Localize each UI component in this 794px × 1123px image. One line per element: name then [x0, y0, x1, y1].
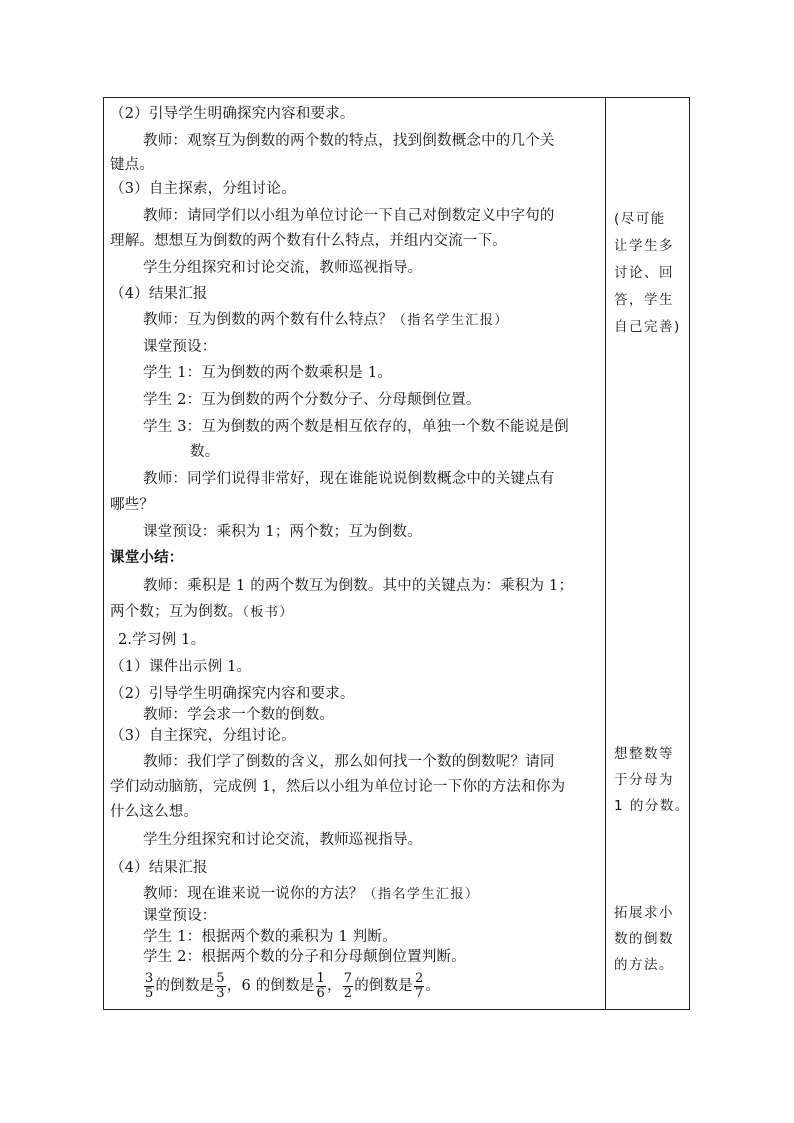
side-note: 让学生多	[614, 238, 674, 254]
text-line: 课堂预设：	[143, 908, 217, 924]
text-line: 教师：乘积是 1 的两个数互为倒数。其中的关键点为：乘积为 1；	[143, 578, 574, 594]
text-line: 教师：现在谁来说一说你的方法？（指名学生汇报）	[143, 886, 480, 902]
text-line: 什么这么想。	[110, 804, 199, 820]
step-4-heading: （4）结果汇报	[110, 286, 208, 302]
text-line: 学生 3：互为倒数的两个数是相互依存的，单独一个数不能说是倒	[143, 419, 569, 435]
fraction: $\frac{2}{7}$	[415, 970, 424, 1001]
text-line: 键点。	[110, 157, 155, 173]
text-line: （1）课件出示例 1。	[110, 659, 252, 675]
fraction: $\frac{3}{5}$	[145, 970, 154, 1001]
step-3-heading: （3）自主探索，分组讨论。	[110, 181, 296, 197]
text-line: 教师：学会求一个数的倒数。	[143, 707, 335, 723]
side-note: 拓展求小	[614, 905, 674, 921]
text-line: 教师：互为倒数的两个数有什么特点？（指名学生汇报）	[143, 312, 509, 328]
side-note: 于分母为	[614, 772, 674, 788]
text-line: 学生 2：根据两个数的分子和分母颠倒位置判断。	[143, 949, 466, 965]
side-note: 1 的分数。	[614, 798, 690, 814]
example-heading: 2.学习例 1。	[118, 632, 206, 648]
text-line: 学生分组探究和讨论交流，教师巡视指导。	[143, 832, 423, 848]
side-note: 答，学生	[614, 292, 674, 308]
column-divider	[605, 97, 606, 1010]
fraction-examples-line: $\frac{3}{5}$ 的倒数是 $\frac{5}{3}$ ，6 的倒数是 $\frac{1}{6}$ ， $\frac{7}{2}$ 的倒数是 $\frac{2}{7}$ 。	[145, 970, 441, 1001]
text-line: 教师：同学们说得非常好，现在谁能说说倒数概念中的关键点有	[143, 471, 555, 487]
text-line: （3）自主探究，分组讨论。	[110, 728, 296, 744]
step-2-heading: （2）引导学生明确探究内容和要求。	[110, 106, 355, 122]
text-line: 学生 1：互为倒数的两个数乘积是 1。	[143, 365, 392, 381]
text-line: 两个数；互为倒数。（板书）	[110, 604, 294, 620]
side-note: 数的倒数	[614, 931, 674, 947]
text-line: 学生分组探究和讨论交流，教师巡视指导。	[143, 260, 423, 276]
text-line: 课堂预设：	[143, 339, 217, 355]
text-line: 理解。想想互为倒数的两个数有什么特点，并组内交流一下。	[110, 233, 507, 249]
side-note: 的方法。	[614, 957, 674, 973]
text-line: 教师：请同学们以小组为单位讨论一下自己对倒数定义中字句的	[143, 208, 555, 224]
fraction: $\frac{1}{6}$	[316, 970, 325, 1001]
side-note: 讨论、回	[614, 265, 674, 281]
text-line: 教师：我们学了倒数的含义，那么如何找一个数的倒数呢？请同	[143, 754, 555, 770]
text-line: 哪些？	[110, 497, 155, 513]
side-note: (尽可能	[614, 211, 666, 227]
text-line: 学生 2：互为倒数的两个分数分子、分母颠倒位置。	[143, 392, 481, 408]
text-line: 学们动动脑筋，完成例 1，然后以小组为单位讨论一下你的方法和你为	[110, 779, 566, 795]
text-line: 学生 1：根据两个数的乘积为 1 判断。	[143, 929, 397, 945]
lesson-summary-heading: 课堂小结：	[110, 549, 184, 566]
text-line: 教师：观察互为倒数的两个数的特点，找到倒数概念中的几个关	[143, 133, 555, 149]
text-line: （2）引导学生明确探究内容和要求。	[110, 686, 355, 702]
text-line: 数。	[190, 444, 220, 460]
fraction: $\frac{5}{3}$	[216, 970, 225, 1001]
side-note: 自己完善)	[614, 319, 681, 335]
side-note: 想整数等	[614, 746, 674, 762]
fraction: $\frac{7}{2}$	[343, 970, 353, 1001]
text-line: 课堂预设：乘积为 1；两个数；互为倒数。	[143, 524, 422, 540]
text-line: （4）结果汇报	[110, 860, 208, 876]
